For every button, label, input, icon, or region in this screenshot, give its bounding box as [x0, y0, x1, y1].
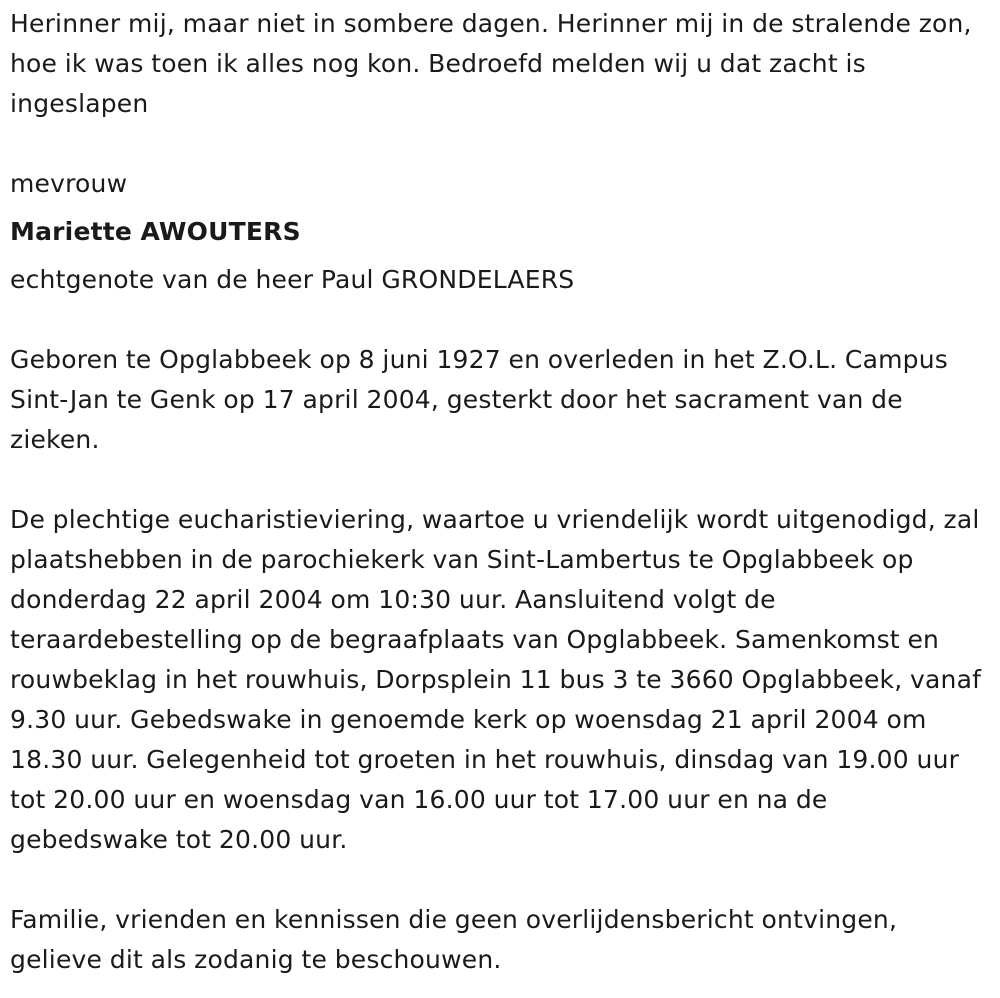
- birth-death-paragraph: Geboren te Opglabbeek op 8 juni 1927 en overleden in het Z.O.L. Campus Sint-Jan te Genk op 17 april 2004, gesterkt door het sacrament van de zieken.: [10, 345, 948, 454]
- title-prefix: mevrouw: [10, 169, 128, 198]
- closing-paragraph: Familie, vrienden en kennissen die geen overlijdensbericht ontvingen, gelieve dit als zodanig te beschouwen.: [10, 905, 898, 974]
- deceased-name: Mariette AWOUTERS: [10, 217, 301, 246]
- spouse-line: echtgenote van de heer Paul GRONDELAERS: [10, 265, 575, 294]
- ceremony-paragraph: De plechtige eucharistieviering, waartoe u vriendelijk wordt uitgenodigd, zal plaatshebben in de parochiekerk van Sint-Lambertus te Opglabbeek op donderdag 22 april 2004 om 10:30 uur. Aansluitend volgt de teraardebestelling op de begraafplaats van Opglabbeek. Samenkomst en rouwbeklag in het rouwhuis, Dorpsplein 11 bus 3 te 3660 Opglabbeek, vanaf 9.30 uur. Gebedswake in genoemde kerk op woensdag 21 april 2004 om 18.30 uur. Gelegenheid tot groeten in het rouwhuis, dinsdag van 19.00 uur tot 20.00 uur en woensdag van 16.00 uur tot 17.00 uur en na de gebedswake tot 20.00 uur.: [10, 505, 982, 854]
- intro-paragraph: Herinner mij, maar niet in sombere dagen. Herinner mij in de stralende zon, hoe ik was toen ik alles nog kon. Bedroefd melden wij u dat zacht is ingeslapen: [10, 9, 972, 118]
